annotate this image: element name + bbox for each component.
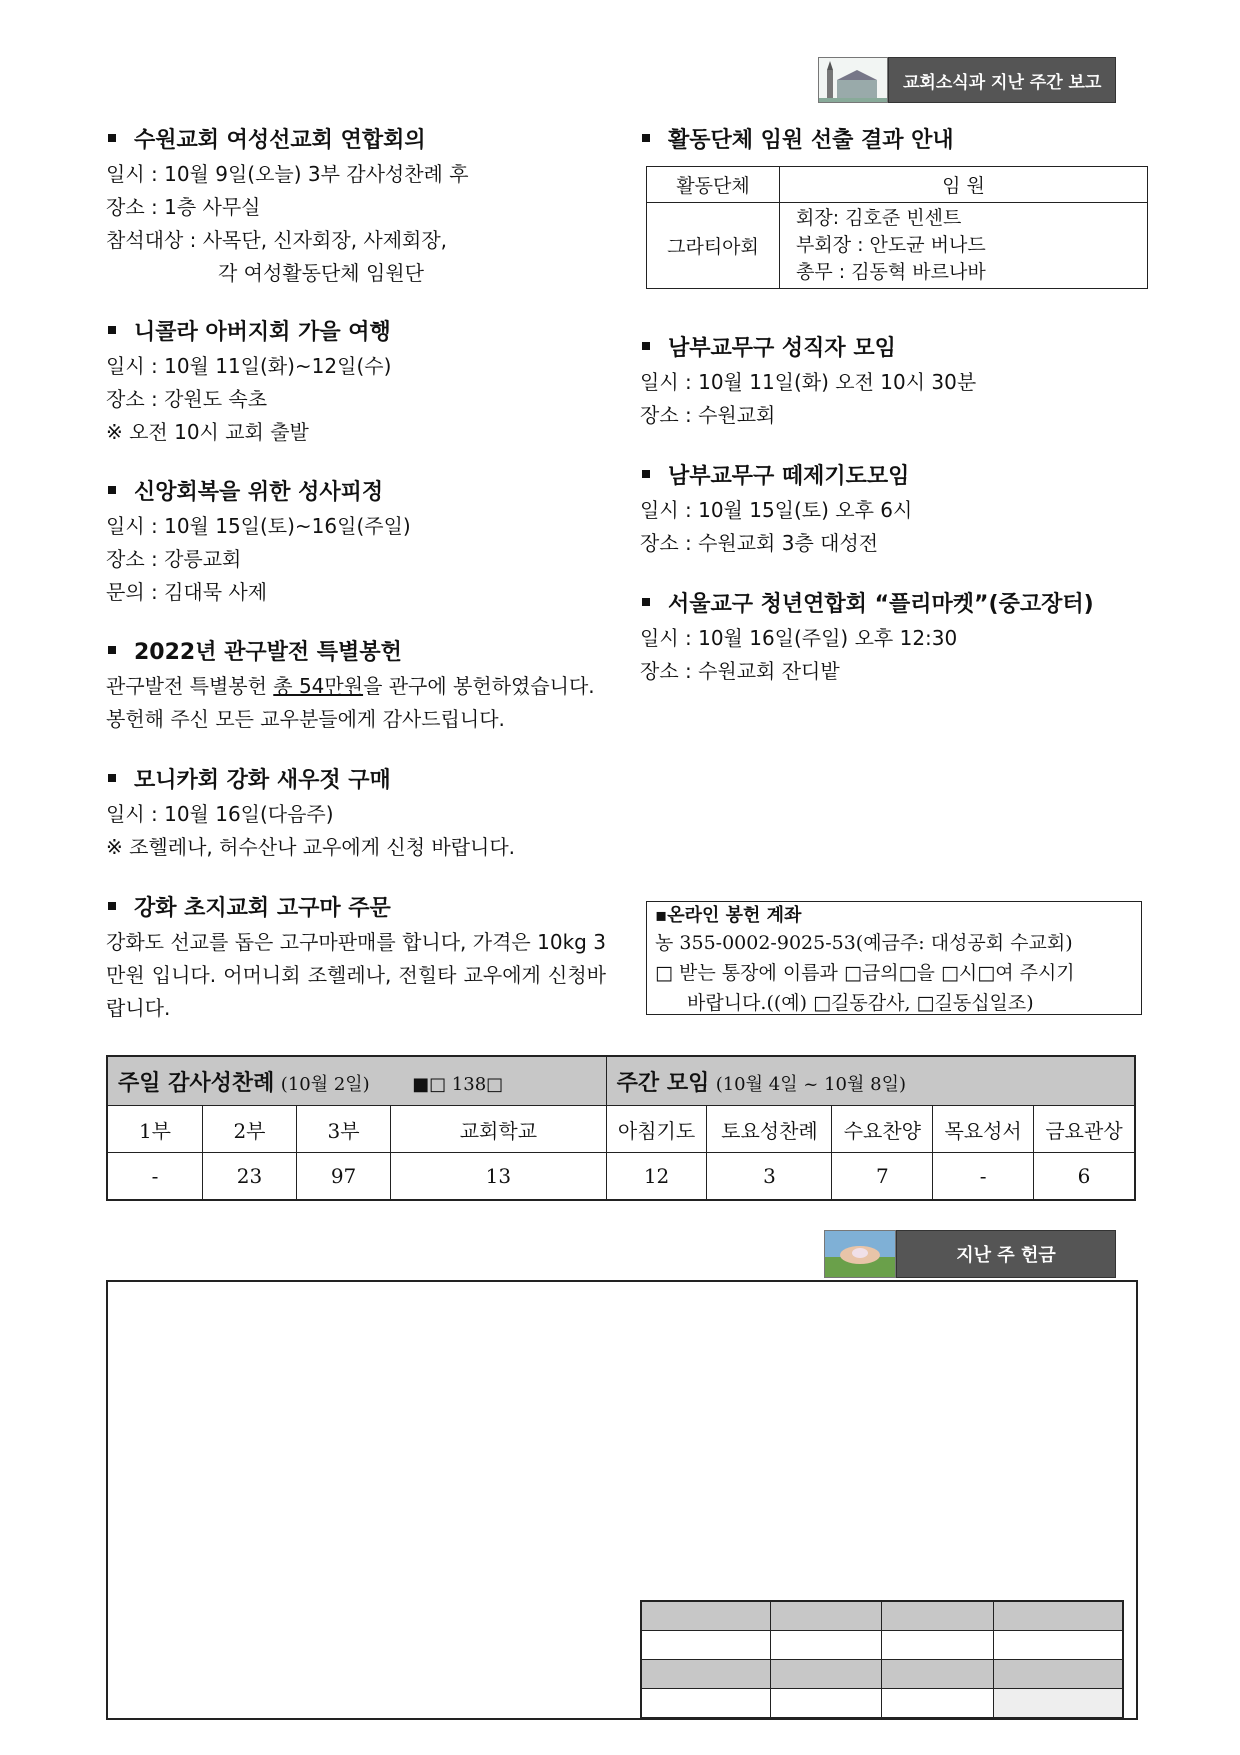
notice-title: 서울교구 청년연합회 “플리마켓”(중고장터) [668, 592, 1094, 617]
notice-line: 장소 : 강원도 속초 [106, 387, 268, 411]
notice-text: 관구발전 특별봉헌 [106, 674, 274, 698]
col-header: 1부 [107, 1106, 202, 1153]
table-cell [993, 1601, 1123, 1631]
bullet-icon [108, 134, 116, 142]
bullet-icon [108, 902, 116, 910]
col-header: 2부 [202, 1106, 296, 1153]
notice-line: ※ 조헬레나, 허수산나 교우에게 신청 바랍니다. [106, 835, 516, 859]
offering-header [824, 1230, 1116, 1278]
notice-line: 장소 : 강릉교회 [106, 547, 242, 571]
week-date: (10월 4일 ~ 10월 8일) [715, 1073, 906, 1095]
notice-title: 남부교무구 성직자 모임 [668, 336, 896, 361]
notice-line: ※ 오전 10시 교회 출발 [106, 420, 309, 444]
attendance-value: 97 [297, 1153, 391, 1201]
offering-amount: 총 54만원 [273, 674, 364, 698]
col-header-group: 활동단체 [647, 167, 780, 203]
notice-paragraph: 강화도 선교를 돕은 고구마판매를 합니다, 가격은 10kg 3만원 입니다. 어머니회 조헬레나, 전힐타 교우에게 신청바랍니다. [106, 930, 606, 1020]
bullet-icon [642, 470, 650, 478]
notice-line: 일시 : 10월 16일(다음주) [106, 802, 334, 826]
attendance-value: 3 [707, 1153, 832, 1201]
table-cell [771, 1689, 882, 1719]
notice-line: 참석대상 : 사목단, 신자회장, 사제회장, [106, 228, 448, 252]
notice-line: 일시 : 10월 16일(주일) 오후 12:30 [640, 626, 958, 650]
notice-clergy-meeting [640, 332, 976, 432]
col-header: 아침기도 [606, 1106, 707, 1153]
bullet-icon [642, 598, 650, 606]
notice-officers [640, 124, 954, 158]
notice-line: 일시 : 10월 11일(화) 오전 10시 30분 [640, 370, 977, 394]
notice-title: 수원교회 여성선교회 연합회의 [134, 128, 426, 153]
sunday-title: 주일 감사성찬례 [118, 1070, 275, 1096]
notice-title: 강화 초지교회 고구마 주문 [134, 896, 391, 921]
account-line: □ 받는 통장에 이름과 □금의□을 □시□여 주시기 [655, 962, 1075, 984]
notice-line: 장소 : 수원교회 [640, 403, 776, 427]
notice-sweet-potato [106, 892, 606, 1025]
attendance-value: 12 [606, 1153, 707, 1201]
bullet-icon [108, 646, 116, 654]
notice-title: 신앙회복을 위한 성사피정 [134, 480, 384, 505]
officers-table [646, 166, 1148, 289]
officer-line: 회장: 김호준 빈센트 [796, 207, 962, 229]
online-offering-box [646, 901, 1142, 1015]
notice-womens-meeting [106, 124, 469, 290]
table-cell [993, 1631, 1123, 1660]
church-photo-icon [818, 57, 888, 103]
table-cell [882, 1689, 993, 1719]
table-cell [993, 1660, 1123, 1689]
account-title: ▪온라인 봉헌 계좌 [655, 905, 802, 926]
notice-nicolas-trip [106, 316, 391, 449]
col-header-officer: 임 원 [780, 167, 1148, 203]
account-line: 바랍니다.((예) □길동감사, □길동십일조) [687, 992, 1034, 1014]
notice-special-offering [106, 636, 595, 736]
table-cell [771, 1631, 882, 1660]
table-cell [641, 1660, 771, 1689]
table-cell [882, 1660, 993, 1689]
notice-title: 남부교무구 떼제기도모임 [668, 464, 910, 489]
week-header [606, 1056, 1135, 1106]
sunday-total: ■□ 138□ [412, 1073, 504, 1095]
notice-title: 모니카회 강화 새우젓 구매 [134, 768, 391, 793]
account-line: 농 355-0002-9025-53(예금주: 대성공회 수교회) [655, 932, 1073, 954]
attendance-value: - [933, 1153, 1034, 1201]
col-header: 교회학교 [391, 1106, 607, 1153]
attendance-value: 7 [832, 1153, 933, 1201]
sunday-header [107, 1056, 606, 1106]
notice-line: 봉헌해 주신 모든 교우분들에게 감사드립니다. [106, 707, 505, 731]
attendance-value: 6 [1034, 1153, 1136, 1201]
attendance-value: 23 [202, 1153, 296, 1201]
hands-photo-icon [824, 1230, 896, 1278]
col-header: 금요관상 [1034, 1106, 1136, 1153]
bullet-icon [642, 134, 650, 142]
notice-flea-market [640, 588, 1094, 688]
col-header: 토요성찬례 [707, 1106, 832, 1153]
attendance-value: 13 [391, 1153, 607, 1201]
table-cell [882, 1631, 993, 1660]
notice-line: 각 여성활동단체 임원단 [218, 261, 424, 285]
table-cell [771, 1660, 882, 1689]
table-cell [641, 1601, 771, 1631]
group-name: 그라티아회 [647, 203, 780, 289]
notice-monica-shrimp [106, 764, 515, 864]
notice-title: 니콜라 아버지회 가을 여행 [134, 320, 391, 345]
sunday-date: (10월 2일) [280, 1073, 370, 1095]
bullet-icon [642, 342, 650, 350]
col-header: 수요찬양 [832, 1106, 933, 1153]
offering-label: 지난 주 헌금 [896, 1230, 1116, 1278]
table-cell [641, 1631, 771, 1660]
notice-line: 일시 : 10월 15일(토)~16일(주일) [106, 514, 411, 538]
officer-line: 총무 : 김동혁 바르나바 [796, 261, 986, 283]
notice-text: 을 관구에 봉헌하였습니다. [363, 674, 595, 698]
table-cell [882, 1601, 993, 1631]
notice-retreat [106, 476, 411, 609]
notice-line: 일시 : 10월 9일(오늘) 3부 감사성찬례 후 [106, 162, 469, 186]
table-cell [993, 1689, 1123, 1719]
officer-line: 부회장 : 안도균 버나드 [796, 234, 986, 256]
notice-line: 장소 : 수원교회 3층 대성전 [640, 531, 879, 555]
col-header: 목요성서 [933, 1106, 1034, 1153]
notice-line: 일시 : 10월 11일(화)~12일(수) [106, 354, 392, 378]
header-label: 교회소식과 지난 주간 보고 [888, 57, 1116, 103]
bullet-icon [108, 774, 116, 782]
table-cell [771, 1601, 882, 1631]
bullet-icon [108, 486, 116, 494]
notice-line: 장소 : 1층 사무실 [106, 195, 261, 219]
attendance-table [106, 1055, 1136, 1201]
bullet-icon [108, 326, 116, 334]
notice-title: 활동단체 임원 선출 결과 안내 [668, 128, 954, 153]
notice-line: 장소 : 수원교회 잔디밭 [640, 659, 840, 683]
notice-line: 문의 : 김대묵 사제 [106, 580, 268, 604]
officer-list [780, 203, 1148, 289]
section-header [818, 57, 1116, 103]
offering-summary-table [640, 1600, 1124, 1719]
notice-title: 2022년 관구발전 특별봉헌 [134, 640, 402, 665]
notice-line: 일시 : 10월 15일(토) 오후 6시 [640, 498, 913, 522]
attendance-value: - [107, 1153, 202, 1201]
table-cell [641, 1689, 771, 1719]
week-title: 주간 모임 [616, 1070, 710, 1096]
notice-taize [640, 460, 912, 560]
col-header: 3부 [297, 1106, 391, 1153]
